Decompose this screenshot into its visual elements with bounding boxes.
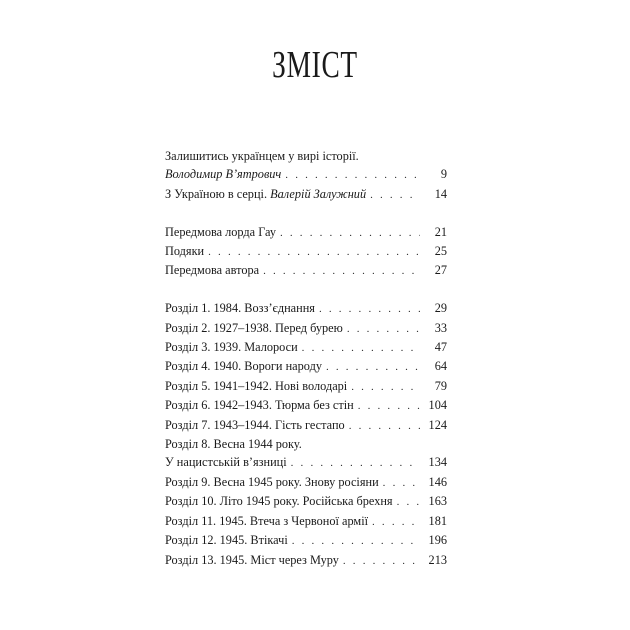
dot-leader — [343, 552, 420, 570]
toc-entry-page: 146 — [428, 474, 447, 489]
dot-leader — [285, 166, 420, 184]
toc-entry-page: 25 — [434, 244, 447, 259]
dot-leader — [383, 474, 420, 492]
toc-entry-label: Передмова лорда Гау — [165, 224, 276, 239]
dot-leader — [326, 358, 420, 376]
toc-entry[interactable] — [165, 242, 447, 261]
table-of-contents — [165, 147, 447, 570]
toc-entry-label — [165, 185, 366, 203]
dot-leader — [351, 378, 420, 396]
dot-leader — [292, 532, 420, 550]
toc-entry-label: Розділ 7. 1943–1944. Гість гестапо — [165, 417, 345, 432]
page-title: ЗМІСТ — [272, 44, 358, 86]
toc-entry-title: З Україною в серці. — [165, 186, 271, 201]
dot-leader — [280, 224, 420, 242]
toc-entry-page: 14 — [434, 186, 447, 201]
toc-entry[interactable] — [165, 319, 447, 338]
toc-entry[interactable] — [165, 185, 447, 204]
toc-entry-label: Розділ 9. Весна 1945 року. Знову росіяни — [165, 474, 379, 489]
dot-leader — [349, 417, 420, 435]
toc-entry-label: Розділ 3. 1939. Малороси — [165, 340, 298, 355]
toc-entry-label: Розділ 10. Літо 1945 року. Російська брехня — [165, 494, 393, 509]
toc-entry-label: Розділ 5. 1941–1942. Нові володарі — [165, 378, 348, 393]
toc-entry-label: Розділ 2. 1927–1938. Перед бурею — [165, 320, 343, 335]
toc-entry-author: Валерій Залужний — [270, 186, 367, 201]
dot-leader — [319, 300, 420, 318]
toc-entry-page: 47 — [434, 340, 447, 355]
toc-entry[interactable] — [165, 492, 447, 511]
toc-entry-page: 64 — [434, 359, 447, 374]
toc-entry-line: Розділ 8. Весна 1944 року. — [165, 437, 302, 452]
section-gap — [165, 204, 447, 222]
toc-entry[interactable] — [165, 473, 447, 492]
toc-entry-page: 27 — [434, 263, 447, 278]
dot-leader — [372, 513, 420, 531]
toc-entry[interactable] — [165, 261, 447, 280]
toc-entry[interactable] — [165, 531, 447, 550]
toc-entry-label: Розділ 1. 1984. Возз’єднання — [165, 301, 315, 316]
toc-entry-page: 33 — [434, 320, 447, 335]
toc-entry[interactable] — [165, 299, 447, 318]
toc-entry-page: 21 — [434, 224, 447, 239]
section-gap — [165, 281, 447, 299]
toc-entry[interactable] — [165, 512, 447, 531]
toc-entry-label: У нацистській в’язниці — [165, 455, 287, 470]
toc-entry-page: 124 — [428, 417, 447, 432]
toc-entry[interactable] — [165, 165, 447, 184]
toc-entry-label — [165, 165, 281, 183]
dot-leader — [358, 397, 420, 415]
toc-entry-page: 213 — [428, 552, 447, 567]
toc-entry[interactable] — [165, 357, 447, 376]
toc-entry[interactable] — [165, 453, 447, 472]
toc-entry[interactable] — [165, 338, 447, 357]
dot-leader — [370, 186, 420, 204]
toc-entry-line: Залишитись українцем у вирі історії. — [165, 149, 359, 163]
dot-leader — [347, 320, 420, 338]
toc-entry-page: 79 — [434, 378, 447, 393]
toc-entry-page: 9 — [440, 167, 447, 182]
toc-entry[interactable] — [165, 416, 447, 435]
toc-entry-page: 196 — [428, 533, 447, 548]
toc-entry-label: Розділ 12. 1945. Втікачі — [165, 533, 288, 548]
toc-entry-label: Подяки — [165, 244, 205, 259]
toc-entry-page: 104 — [428, 398, 447, 413]
toc-entry-label: Передмова автора — [165, 263, 260, 278]
toc-entry-label: Розділ 4. 1940. Вороги народу — [165, 359, 322, 374]
toc-entry-label: Розділ 13. 1945. Міст через Муру — [165, 552, 339, 567]
toc-entry-page: 134 — [428, 455, 447, 470]
toc-entry[interactable] — [165, 377, 447, 396]
toc-entry-page: 181 — [428, 513, 447, 528]
dot-leader — [302, 339, 420, 357]
toc-entry[interactable] — [165, 396, 447, 415]
toc-entry[interactable] — [165, 223, 447, 242]
toc-entry-label: Розділ 6. 1942–1943. Тюрма без стін — [165, 398, 354, 413]
dot-leader — [397, 493, 420, 511]
toc-entry[interactable] — [165, 551, 447, 570]
dot-leader — [263, 262, 420, 280]
toc-entry-page: 163 — [428, 494, 447, 509]
toc-entry-label: Розділ 11. 1945. Втеча з Червоної армії — [165, 513, 369, 528]
dot-leader — [208, 243, 420, 261]
dot-leader — [291, 454, 420, 472]
toc-entry-author: Володимир В’ятрович — [165, 167, 282, 182]
toc-entry-page: 29 — [434, 301, 447, 316]
